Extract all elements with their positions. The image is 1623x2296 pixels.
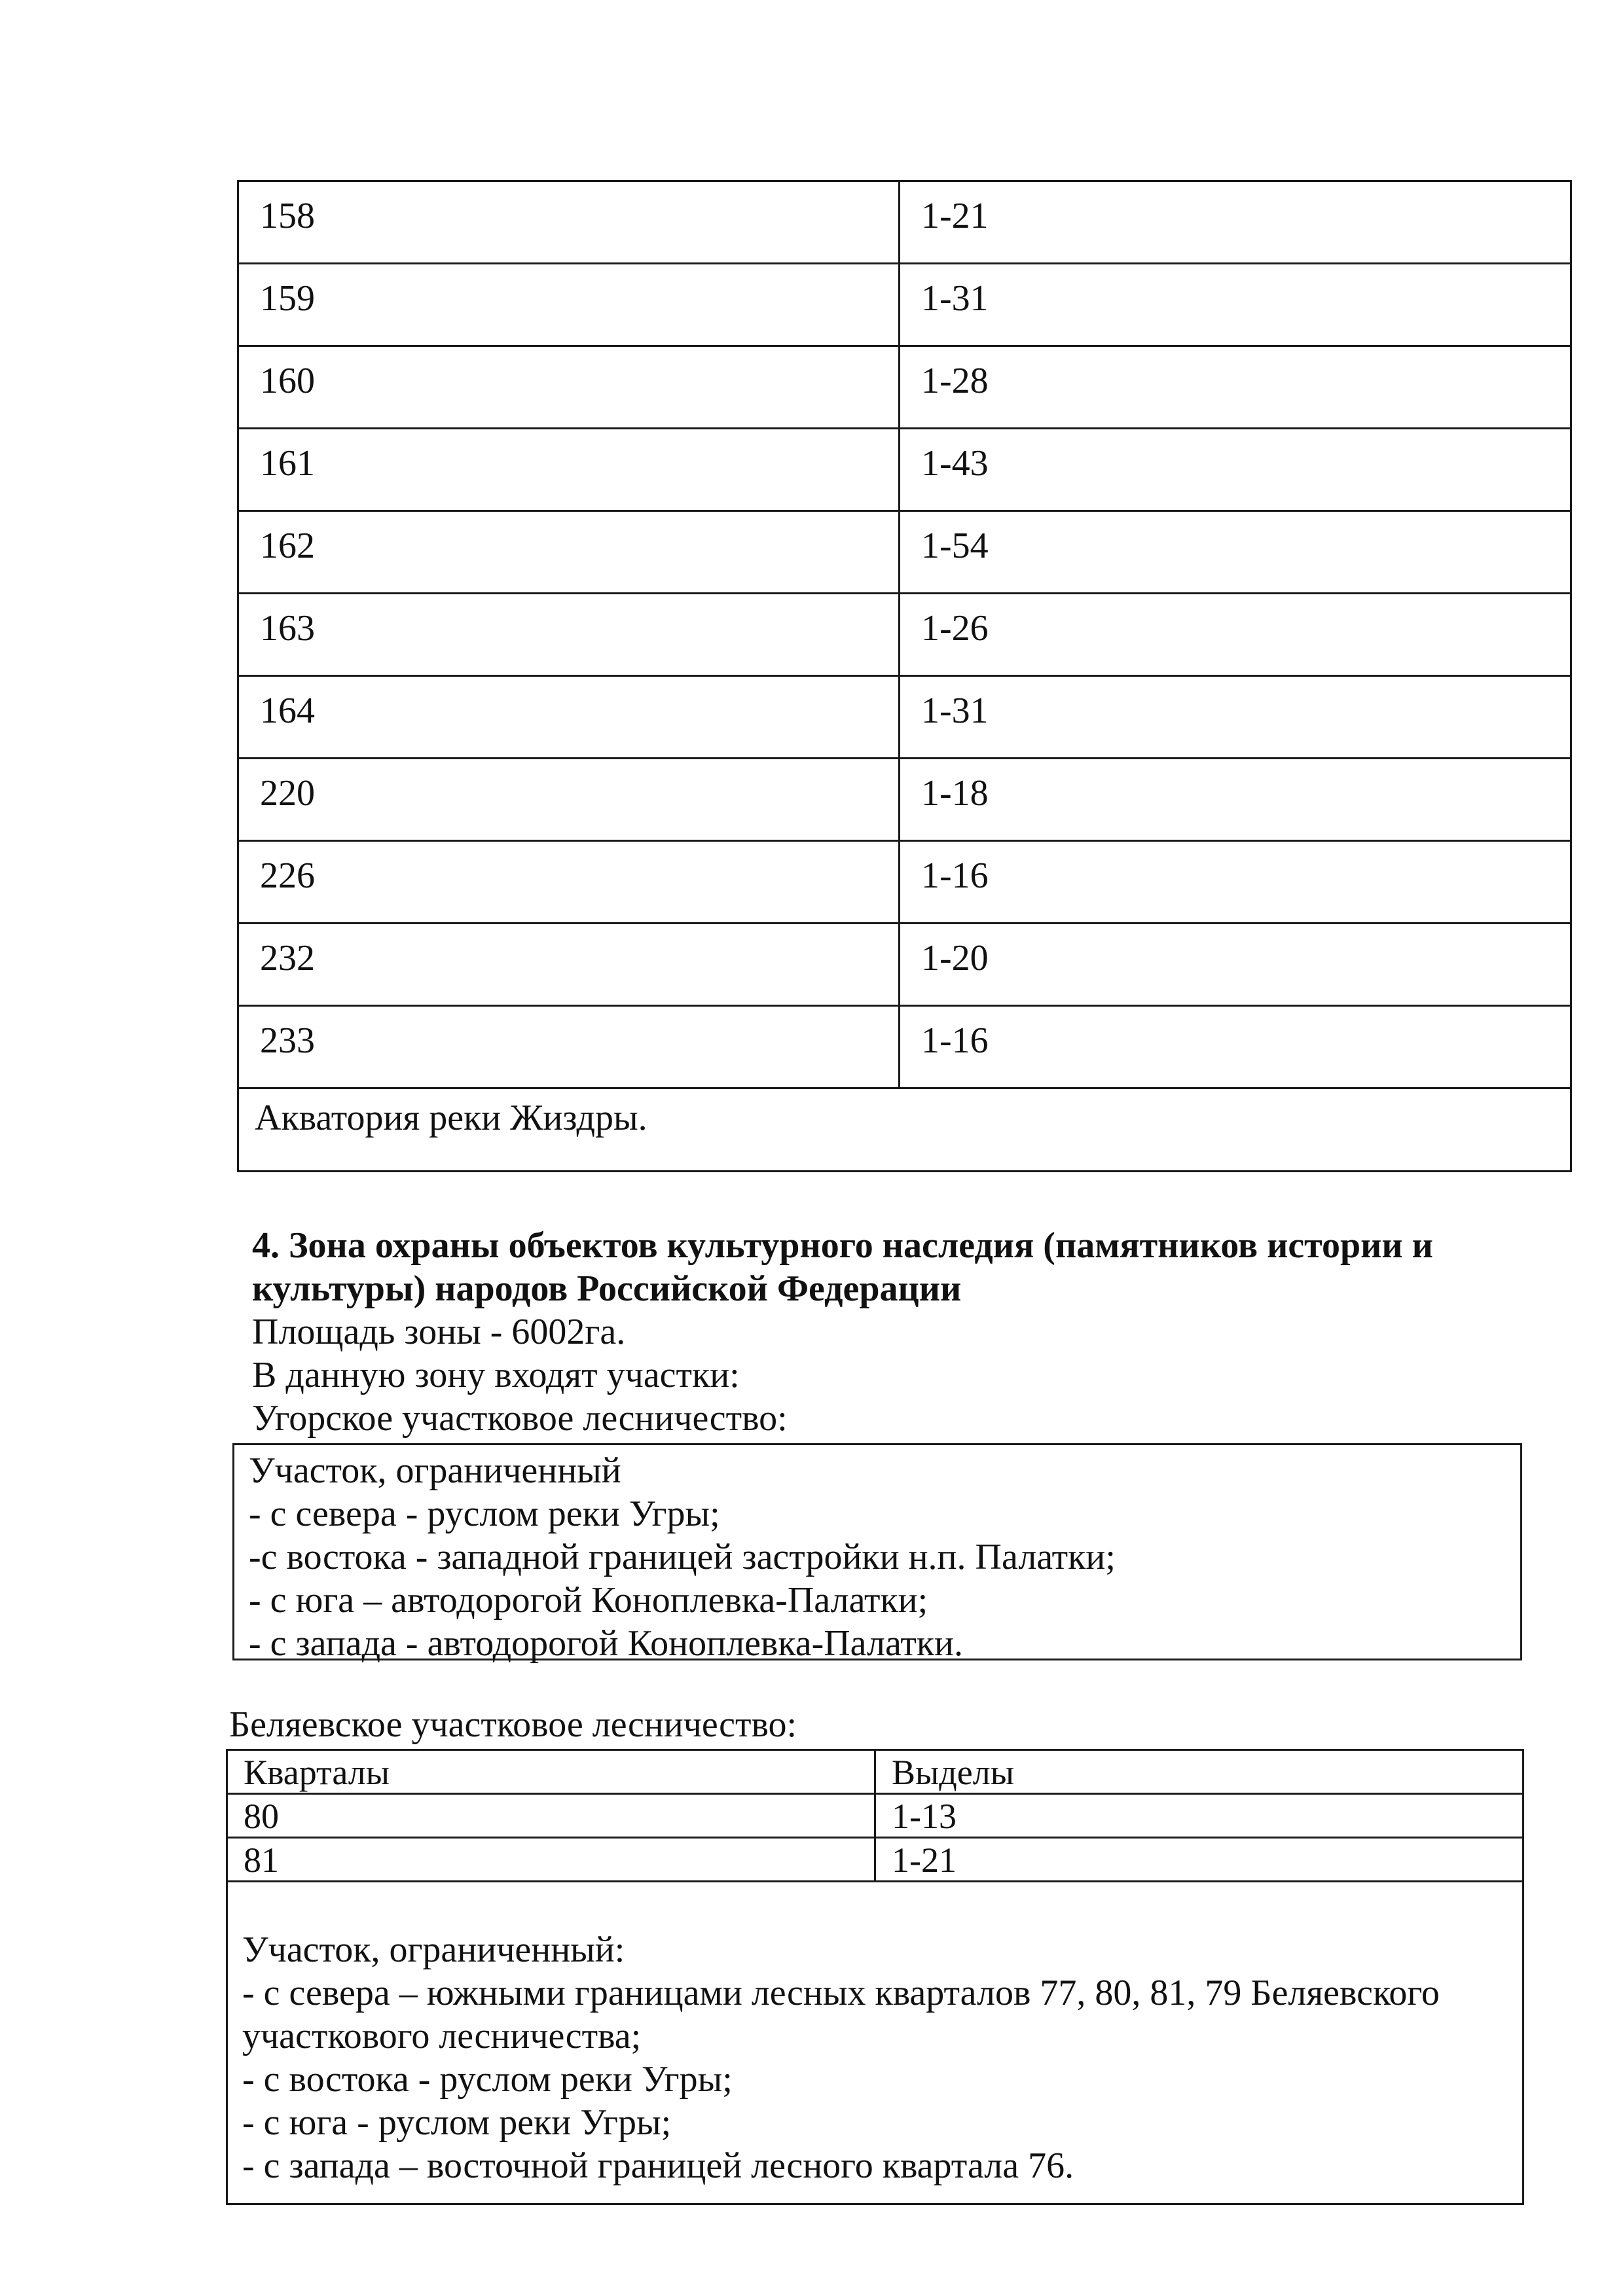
table-row <box>238 264 1571 346</box>
boundary-line: - с запада - автодорогой Коноплевка-Палатки. <box>249 1623 964 1664</box>
table-row <box>238 759 1571 841</box>
description-line: - с севера – южными границами лесных кварталов 77, 80, 81, 79 Беляевского <box>242 1973 1440 2013</box>
quarter-cell: 233 <box>238 1006 900 1088</box>
boundary-line: Участок, ограниченный <box>249 1450 621 1491</box>
allotment-cell: 1-26 <box>900 594 1571 676</box>
belyaev-title: Беляевское участковое лесничество: <box>229 1704 797 1745</box>
quarter-cell: 163 <box>238 594 900 676</box>
table-row <box>238 924 1571 1006</box>
table-row <box>238 1006 1571 1088</box>
allotment-cell: 1-31 <box>900 676 1571 759</box>
allotment-cell: 1-43 <box>900 429 1571 511</box>
allotment-cell: 1-16 <box>900 1006 1571 1088</box>
allotment-cell: 1-20 <box>900 924 1571 1006</box>
description-line: участкового лесничества; <box>242 2016 642 2056</box>
table-row <box>238 511 1571 594</box>
quarter-cell: 159 <box>238 264 900 346</box>
allotment-cell: 1-18 <box>900 759 1571 841</box>
allotment-cell: 1-54 <box>900 511 1571 594</box>
quarter-cell: 164 <box>238 676 900 759</box>
table-row <box>238 841 1571 924</box>
boundary-line: - с севера - руслом реки Угры; <box>249 1494 720 1534</box>
quarter-cell: 80 <box>227 1794 875 1838</box>
header-cell: Кварталы <box>227 1750 875 1794</box>
zone-area: Площадь зоны - 6002га. <box>252 1312 626 1352</box>
allotment-cell: 1-28 <box>900 346 1571 429</box>
quarter-cell: 158 <box>238 181 900 264</box>
header-cell: Выделы <box>875 1750 1523 1794</box>
table-row <box>238 676 1571 759</box>
belyaev-table <box>226 1749 1524 2205</box>
description-line: - с востока - руслом реки Угры; <box>242 2059 733 2100</box>
table-row <box>238 429 1571 511</box>
allotment-cell: 1-21 <box>875 1838 1523 1882</box>
description-line: - с юга - руслом реки Угры; <box>242 2102 672 2143</box>
section-heading <box>252 1224 1433 1310</box>
table-footer-row <box>238 1088 1571 1172</box>
quarter-cell: 161 <box>238 429 900 511</box>
heading-line: 4. Зона охраны объектов культурного наследия (памятников истории и <box>252 1225 1433 1266</box>
heading-line: культуры) народов Российской Федерации <box>252 1268 962 1309</box>
description-line: - с запада – восточной границей лесного квартала 76. <box>242 2145 1074 2186</box>
table-row <box>238 594 1571 676</box>
quarters-table <box>237 180 1572 1172</box>
table-row <box>227 1794 1523 1838</box>
allotment-cell: 1-13 <box>875 1794 1523 1838</box>
quarter-cell: 160 <box>238 346 900 429</box>
quarter-cell: 232 <box>238 924 900 1006</box>
quarter-cell: 81 <box>227 1838 875 1882</box>
table-row <box>227 1838 1523 1882</box>
allotment-cell: 1-31 <box>900 264 1571 346</box>
table-row <box>238 181 1571 264</box>
allotment-cell: 1-21 <box>900 181 1571 264</box>
boundary-line: - с юга – автодорогой Коноплевка-Палатки; <box>249 1580 928 1621</box>
boundary-line: -с востока - западной границей застройки н.п. Палатки; <box>249 1537 1116 1577</box>
quarter-cell: 226 <box>238 841 900 924</box>
ugra-boundary-box <box>232 1443 1522 1664</box>
quarter-cell: 162 <box>238 511 900 594</box>
allotment-cell: 1-16 <box>900 841 1571 924</box>
description-line: Участок, ограниченный: <box>242 1929 625 1970</box>
river-cell: Акватория реки Жиздры. <box>238 1088 1571 1172</box>
quarter-cell: 220 <box>238 759 900 841</box>
table-row <box>238 346 1571 429</box>
table-header-row <box>227 1750 1523 1794</box>
ugra-title: Угорское участковое лесничество: <box>252 1398 788 1439</box>
description-cell <box>227 1882 1523 2204</box>
zone-intro: В данную зону входят участки: <box>252 1355 740 1395</box>
description-row <box>227 1882 1523 2204</box>
